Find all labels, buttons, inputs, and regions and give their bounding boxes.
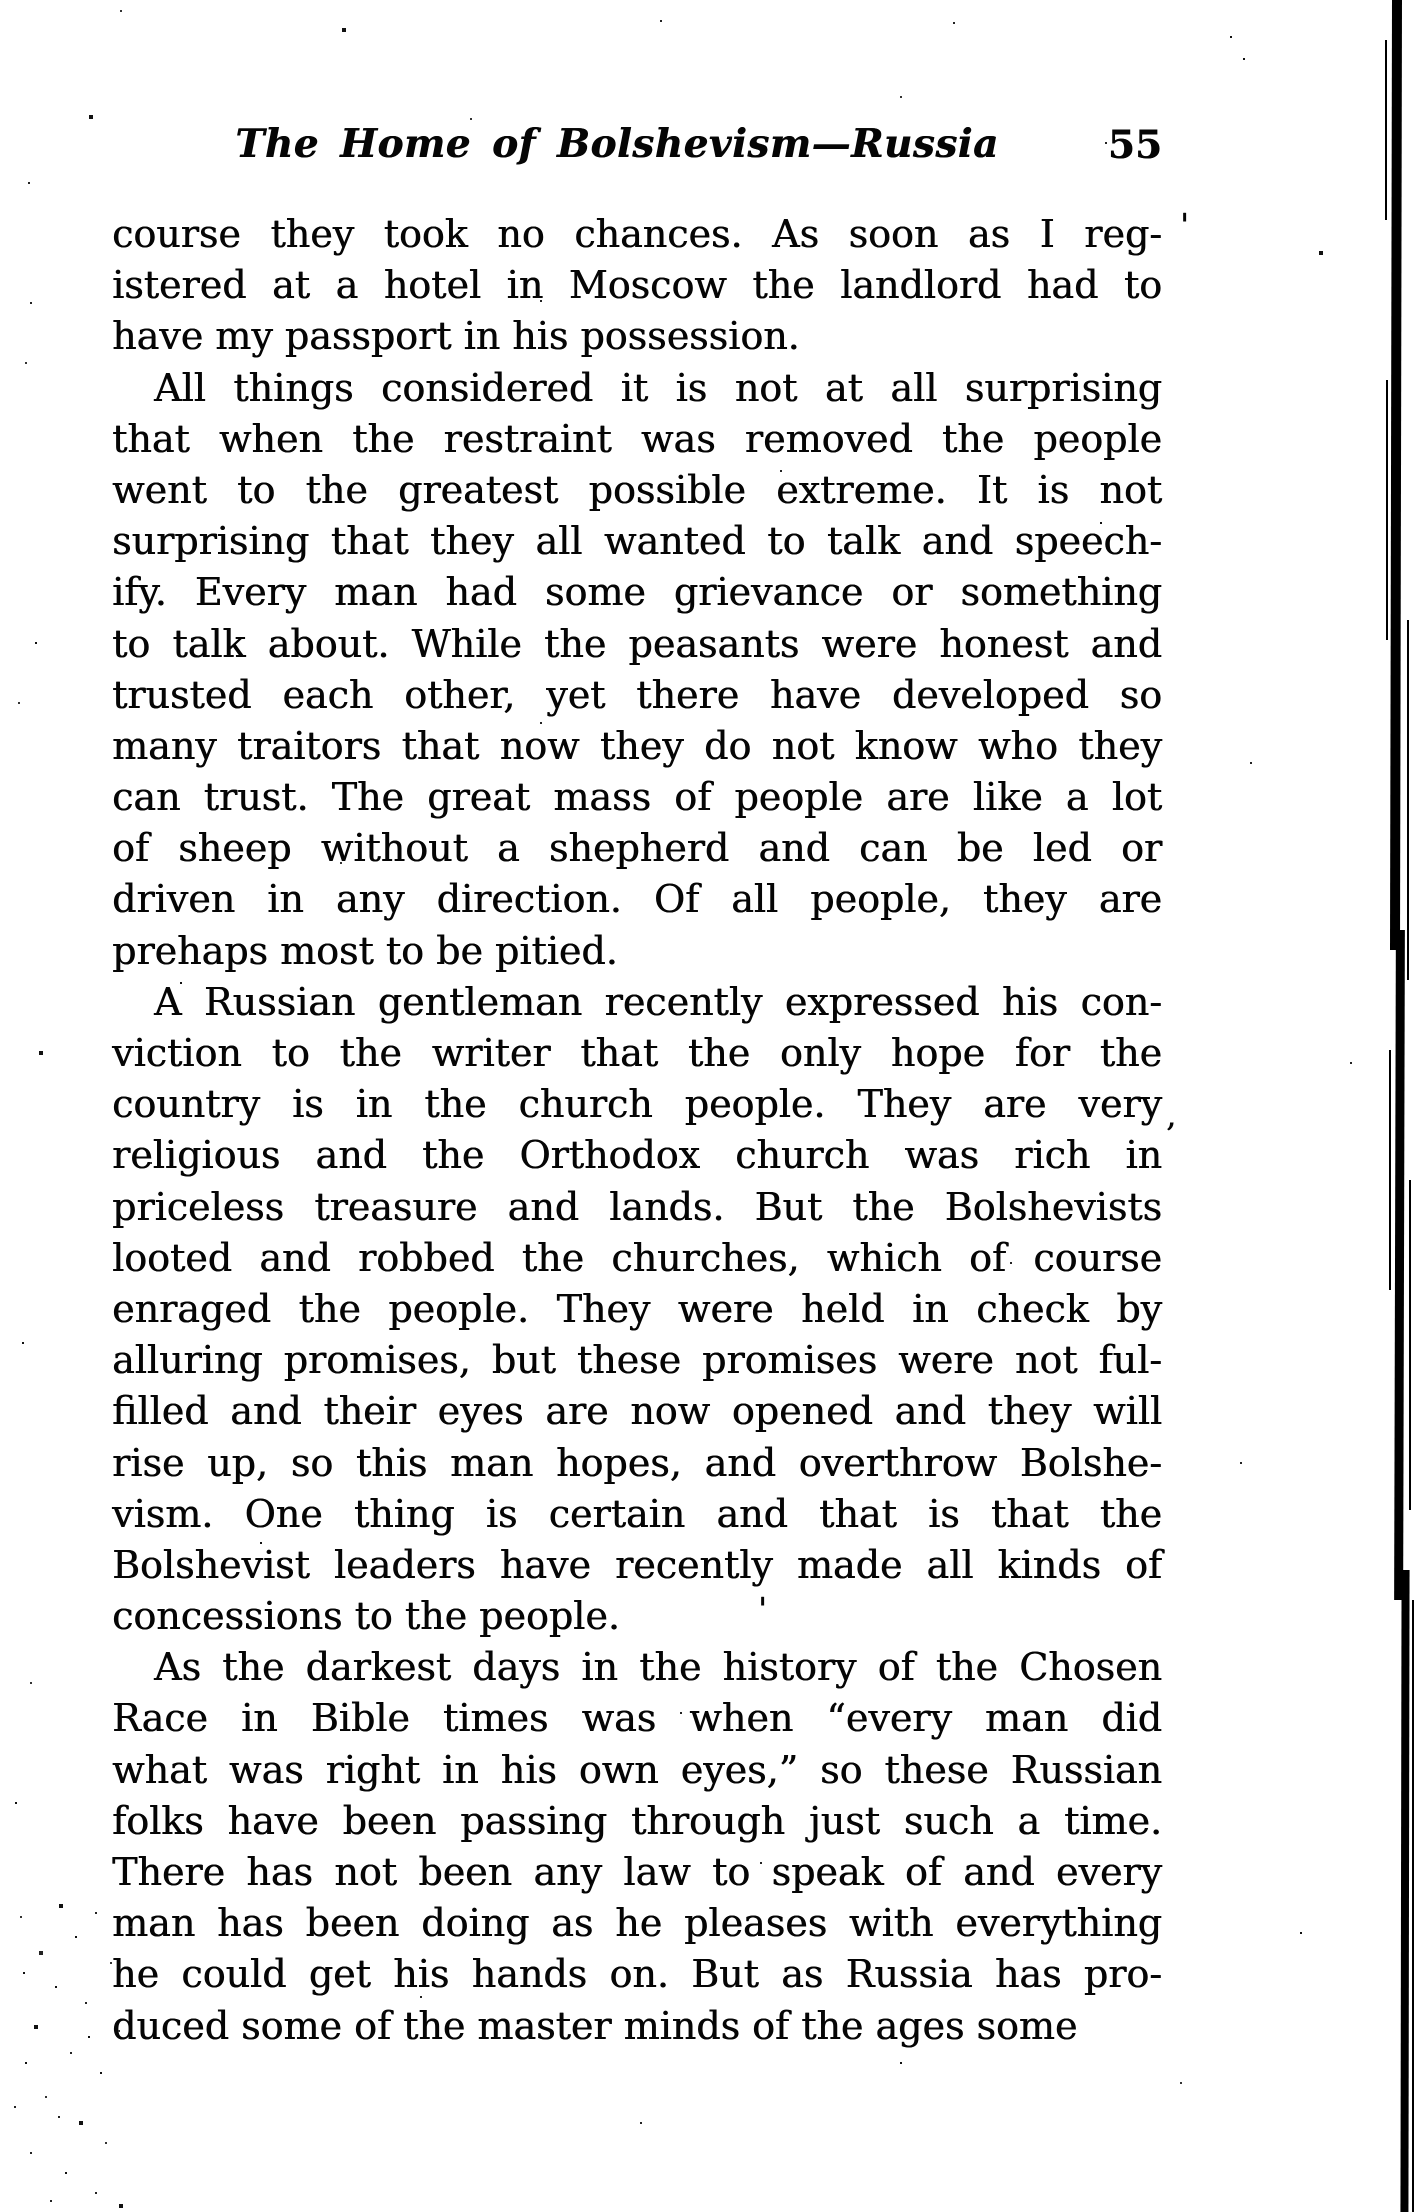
gutter-line xyxy=(1390,0,1402,950)
text-line: that when the restraint was removed the people xyxy=(112,416,1162,461)
gutter-line xyxy=(1409,1180,1411,1510)
text-line: have my passport in his possession. xyxy=(112,314,800,359)
paragraph xyxy=(112,209,1162,363)
text-line: man has been doing as he pleases with everything xyxy=(112,1901,1162,1946)
text-line: Race in Bible times was when “every man did xyxy=(112,1696,1162,1741)
paragraph xyxy=(112,977,1162,1642)
text-line: went to the greatest possible extreme. It is not xyxy=(112,467,1162,512)
text-line: prehaps most to be pitied. xyxy=(112,928,618,973)
text-line: religious and the Orthodox church was rich in xyxy=(112,1133,1162,1178)
gutter-line xyxy=(1394,930,1405,1600)
text-line: surprising that they all wanted to talk and speech- xyxy=(112,519,1162,564)
text-line: concessions to the people. xyxy=(112,1594,620,1639)
running-header xyxy=(112,121,1162,173)
text-line: Bolshevist leaders have recently made all kinds of xyxy=(112,1542,1162,1587)
text-line: what was right in his own eyes,” so these Russian xyxy=(112,1747,1162,1792)
text-line: viction to the writer that the only hope for the xyxy=(112,1031,1162,1075)
text-line: All things considered it is not at all surprising xyxy=(154,365,1162,410)
scan-noise-cluster xyxy=(0,0,2,2)
paragraph xyxy=(112,363,1162,977)
text-line: country is in the church people. They are very xyxy=(112,1082,1162,1127)
header-title: The Home of Bolshevism—Russia xyxy=(235,121,999,167)
paragraph xyxy=(112,1642,1162,2052)
text-line: enraged the people. They were held in check by xyxy=(112,1286,1162,1331)
text-line: istered at a hotel in Moscow the landlord had to xyxy=(112,263,1162,308)
text-line: A Russian gentleman recently expressed his con- xyxy=(154,979,1162,1024)
text-line: driven in any direction. Of all people, they are xyxy=(112,877,1162,922)
text-line: folks have been passing through just such a time. xyxy=(112,1798,1162,1843)
page-number: 55 xyxy=(1107,122,1162,168)
gutter-line xyxy=(1412,1600,1414,2212)
gutter-line xyxy=(1386,380,1388,640)
text-line: ify. Every man had some grievance or something xyxy=(112,570,1162,615)
text-line: many traitors that now they do not know who they xyxy=(112,723,1162,768)
gutter-line xyxy=(1400,1570,1409,2212)
text-line: duced some of the master minds of the ages some xyxy=(112,2003,1078,2048)
page-body-text xyxy=(112,209,1162,2052)
text-line: to talk about. While the peasants were honest and xyxy=(112,621,1162,666)
gutter-line xyxy=(1407,620,1409,980)
text-line: As the darkest days in the history of the Chosen xyxy=(154,1645,1162,1690)
stray-ink-mark: ' xyxy=(758,1590,767,1628)
text-line: rise up, so this man hopes, and overthrow Bolshe- xyxy=(112,1440,1162,1485)
text-line: he could get his hands on. But as Russia has pro- xyxy=(112,1952,1162,1997)
text-line: of sheep without a shepherd and can be led or xyxy=(112,826,1162,871)
text-line: There has not been any law to speak of and every xyxy=(112,1850,1162,1894)
gutter-line xyxy=(1389,1050,1391,1290)
text-line: can trust. The great mass of people are like a lot xyxy=(112,775,1162,820)
text-line: priceless treasure and lands. But the Bolshevists xyxy=(112,1184,1162,1229)
text-line: looted and robbed the churches, which of course xyxy=(112,1235,1162,1280)
text-line: course they took no chances. As soon as I reg- xyxy=(112,212,1162,256)
text-line: trusted each other, yet there have developed so xyxy=(112,672,1162,717)
text-line: alluring promises, but these promises were not ful- xyxy=(112,1338,1162,1383)
stray-ink-mark: ' xyxy=(1180,206,1189,244)
text-line: vism. One thing is certain and that is that the xyxy=(112,1491,1162,1536)
text-line: filled and their eyes are now opened and they will xyxy=(112,1389,1162,1434)
gutter-line xyxy=(1385,40,1387,220)
stray-ink-mark: , xyxy=(1166,1096,1177,1134)
